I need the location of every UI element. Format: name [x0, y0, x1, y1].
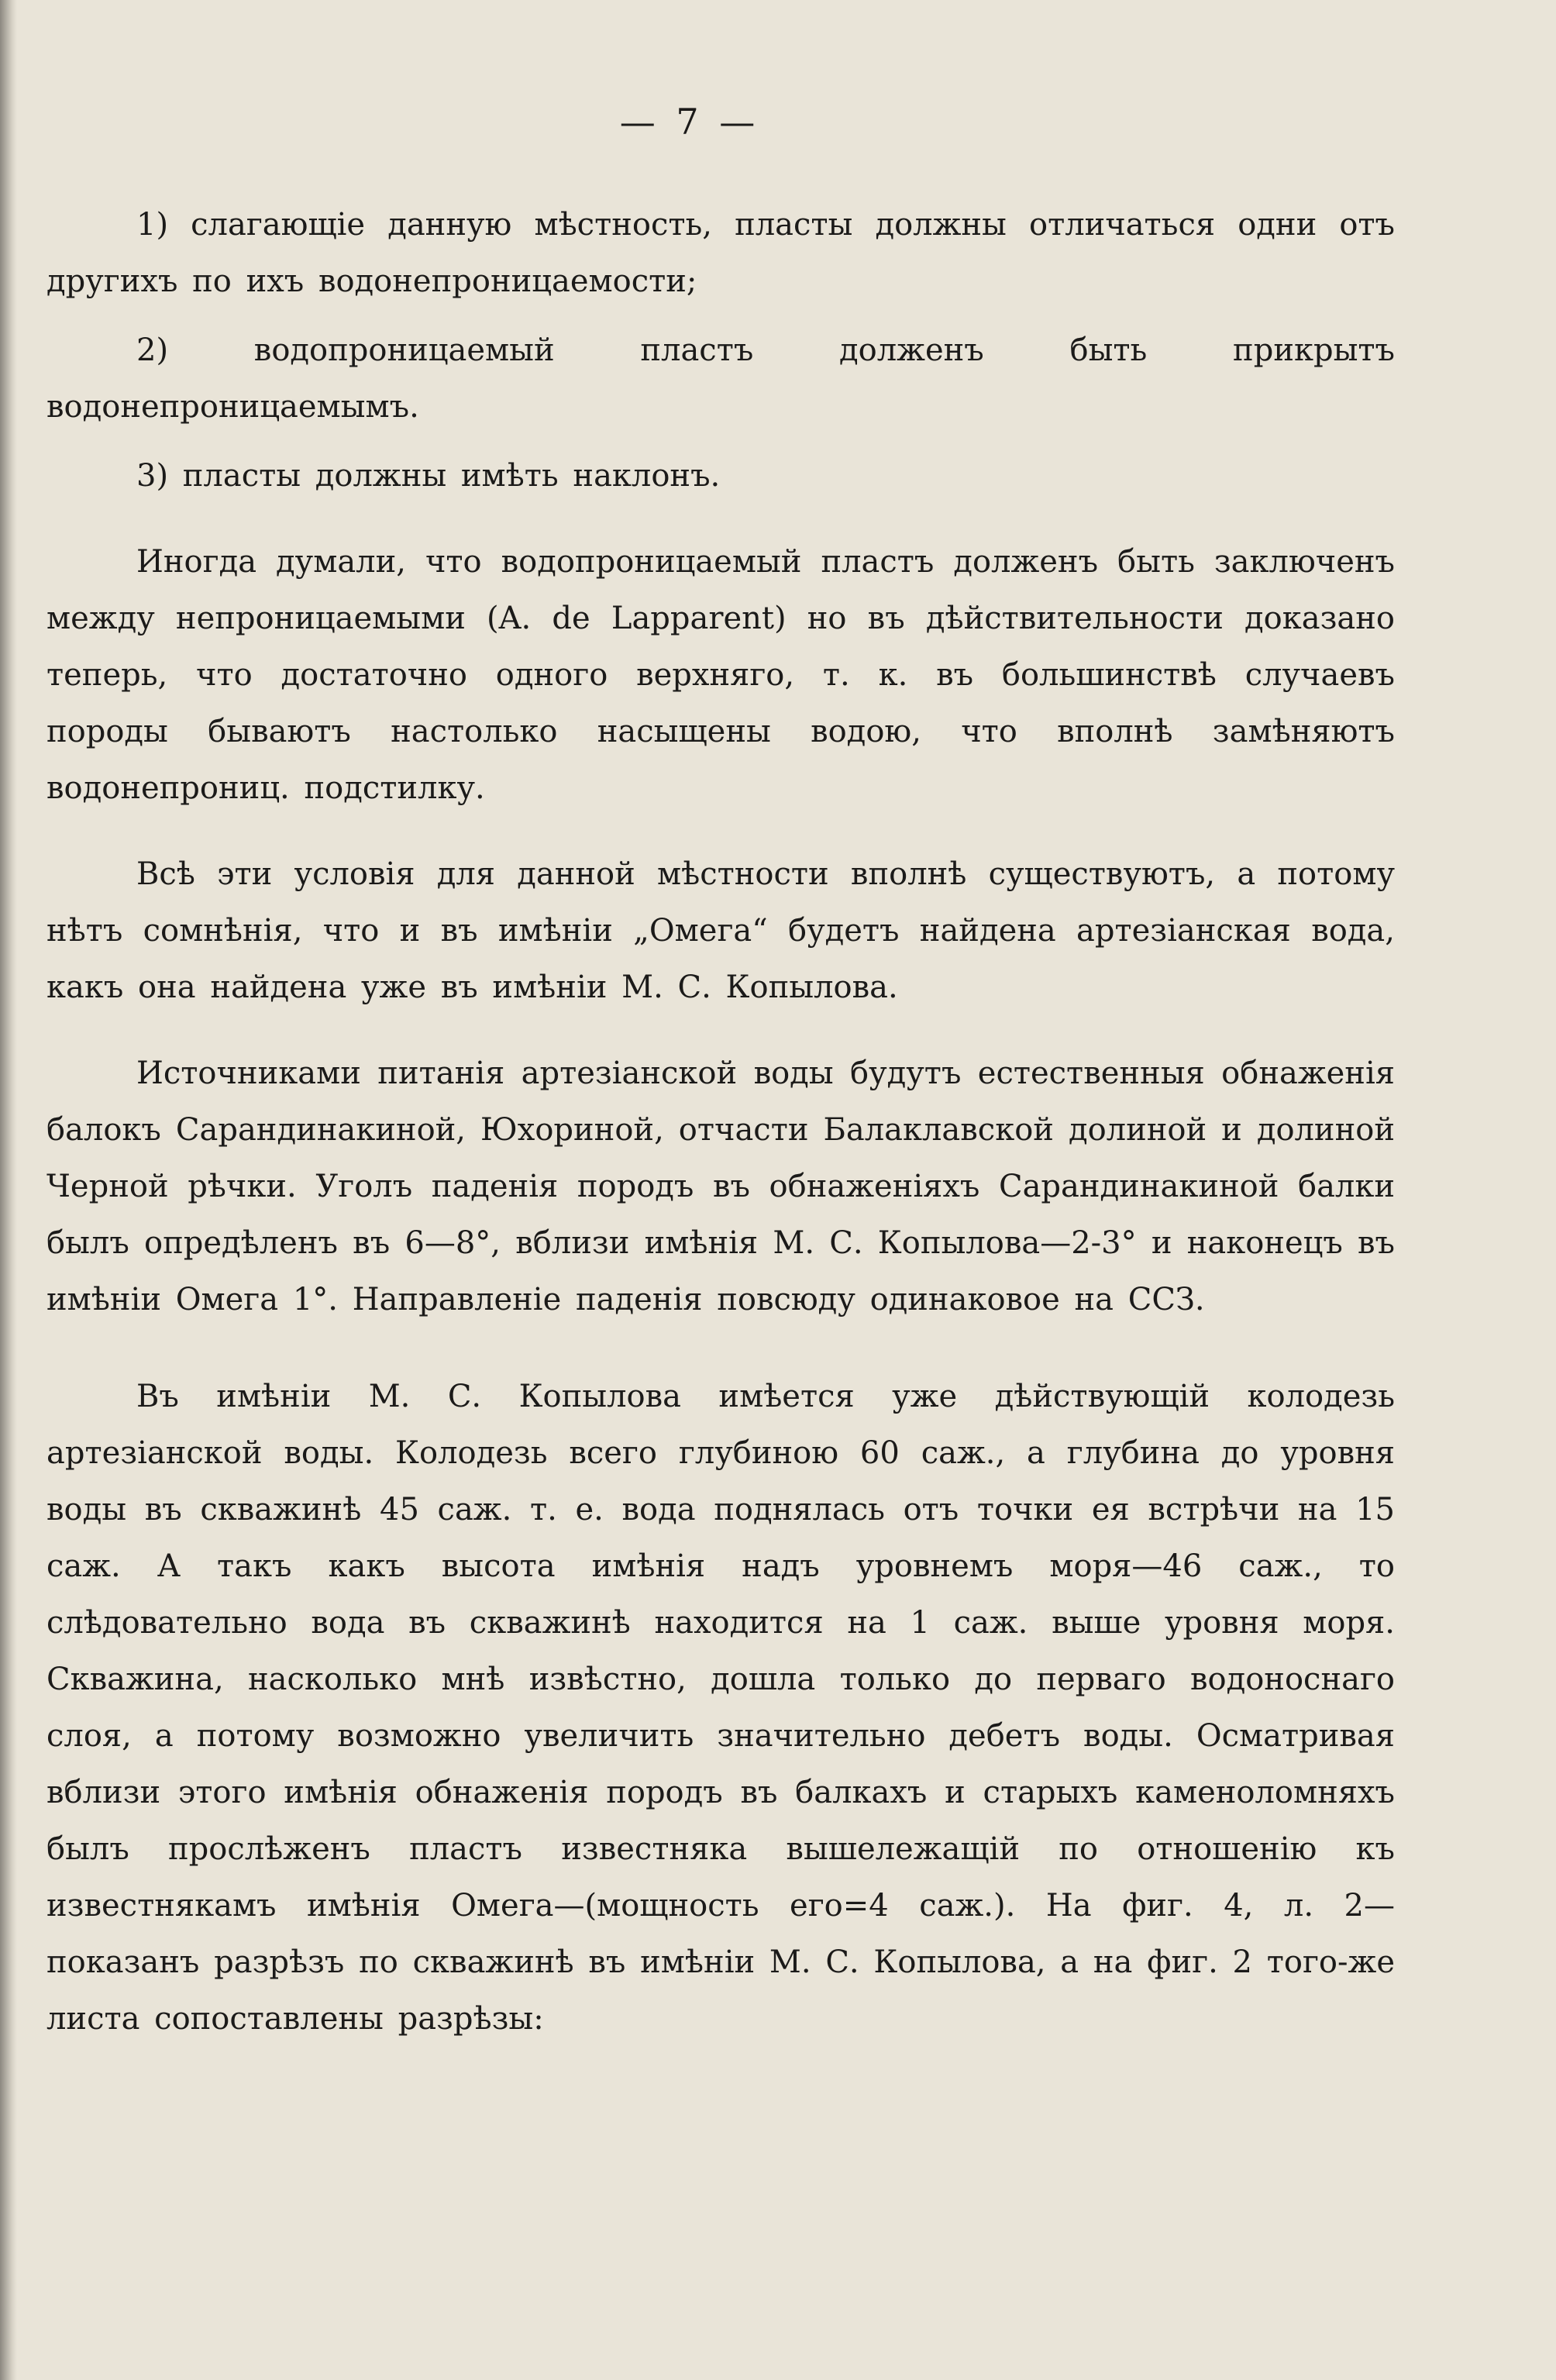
condition-2: 2) водопроницаемый пластъ долженъ быть прикрытъ водонепроницаемымъ.	[46, 332, 1395, 425]
paragraph-lapparent: Иногда думали, что водопроницаемый пластъ долженъ быть заключенъ между непроницаемыми (A. de Lapparent) но въ дѣйствительности доказано теперь, что достаточно одного верхняго, т. к. въ большинствѣ случаевъ породы бываютъ настолько насыщены водою, что вполнѣ замѣняютъ водонепрониц. подстилку.	[46, 544, 1395, 806]
condition-1: 1) слагающіе данную мѣстность, пласты должны отличаться одни отъ другихъ по ихъ водонепроницаемости;	[46, 207, 1395, 299]
page-number: — 7 —	[619, 101, 760, 143]
condition-3: 3) пласты должны имѣть наклонъ.	[136, 458, 721, 494]
page-edge-shadow	[0, 0, 17, 2380]
paragraph-kopylov-well: Въ имѣніи М. С. Копылова имѣется уже дѣйствующій колодезь артезіанской воды. Колодезь всего глубиною 60 саж., а глубина до уровня воды въ скважинѣ 45 саж. т. е. вода поднялась отъ точки ея встрѣчи на 15 саж. А такъ какъ высота имѣнія надъ уровнемъ моря—46 саж., то слѣдовательно вода въ скважинѣ находится на 1 саж. выше уровня моря. Скважина, насколько мнѣ извѣстно, дошла только до перваго водоноснаго слоя, а потому возможно увеличить значительно дебетъ воды. Осматривая вблизи этого имѣнія обнаженія породъ въ балкахъ и старыхъ каменоломняхъ былъ прослѣженъ пластъ известняка вышележащій по отношенію къ известнякамъ имѣнія Омега—(мощность его=4 саж.). На фиг. 4, л. 2—показанъ разрѣзъ по скважинѣ въ имѣніи М. С. Копылова, а на фиг. 2 того-же листа сопоставлены разрѣзы:	[46, 1379, 1395, 2037]
paragraph-conditions-exist: Всѣ эти условія для данной мѣстности вполнѣ существуютъ, а потому нѣтъ сомнѣнія, что и въ имѣніи „Омега“ будетъ найдена артезіанская вода, какъ она найдена уже въ имѣніи М. С. Копылова.	[46, 856, 1395, 1005]
paragraph-sources: Источниками питанія артезіанской воды будутъ естественныя обнаженія балокъ Сарандинакиной, Юхориной, отчасти Балаклавской долиной и долиной Черной рѣчки. Уголъ паденія породъ въ обнаженіяхъ Сарандинакиной балки былъ опредѣленъ въ 6—8°, вблизи имѣнія М. С. Копылова—2-3° и наконецъ въ имѣніи Омега 1°. Направленіе паденія повсюду одинаковое на ССЗ.	[46, 1056, 1395, 1317]
document-page	[46, 101, 1395, 2048]
